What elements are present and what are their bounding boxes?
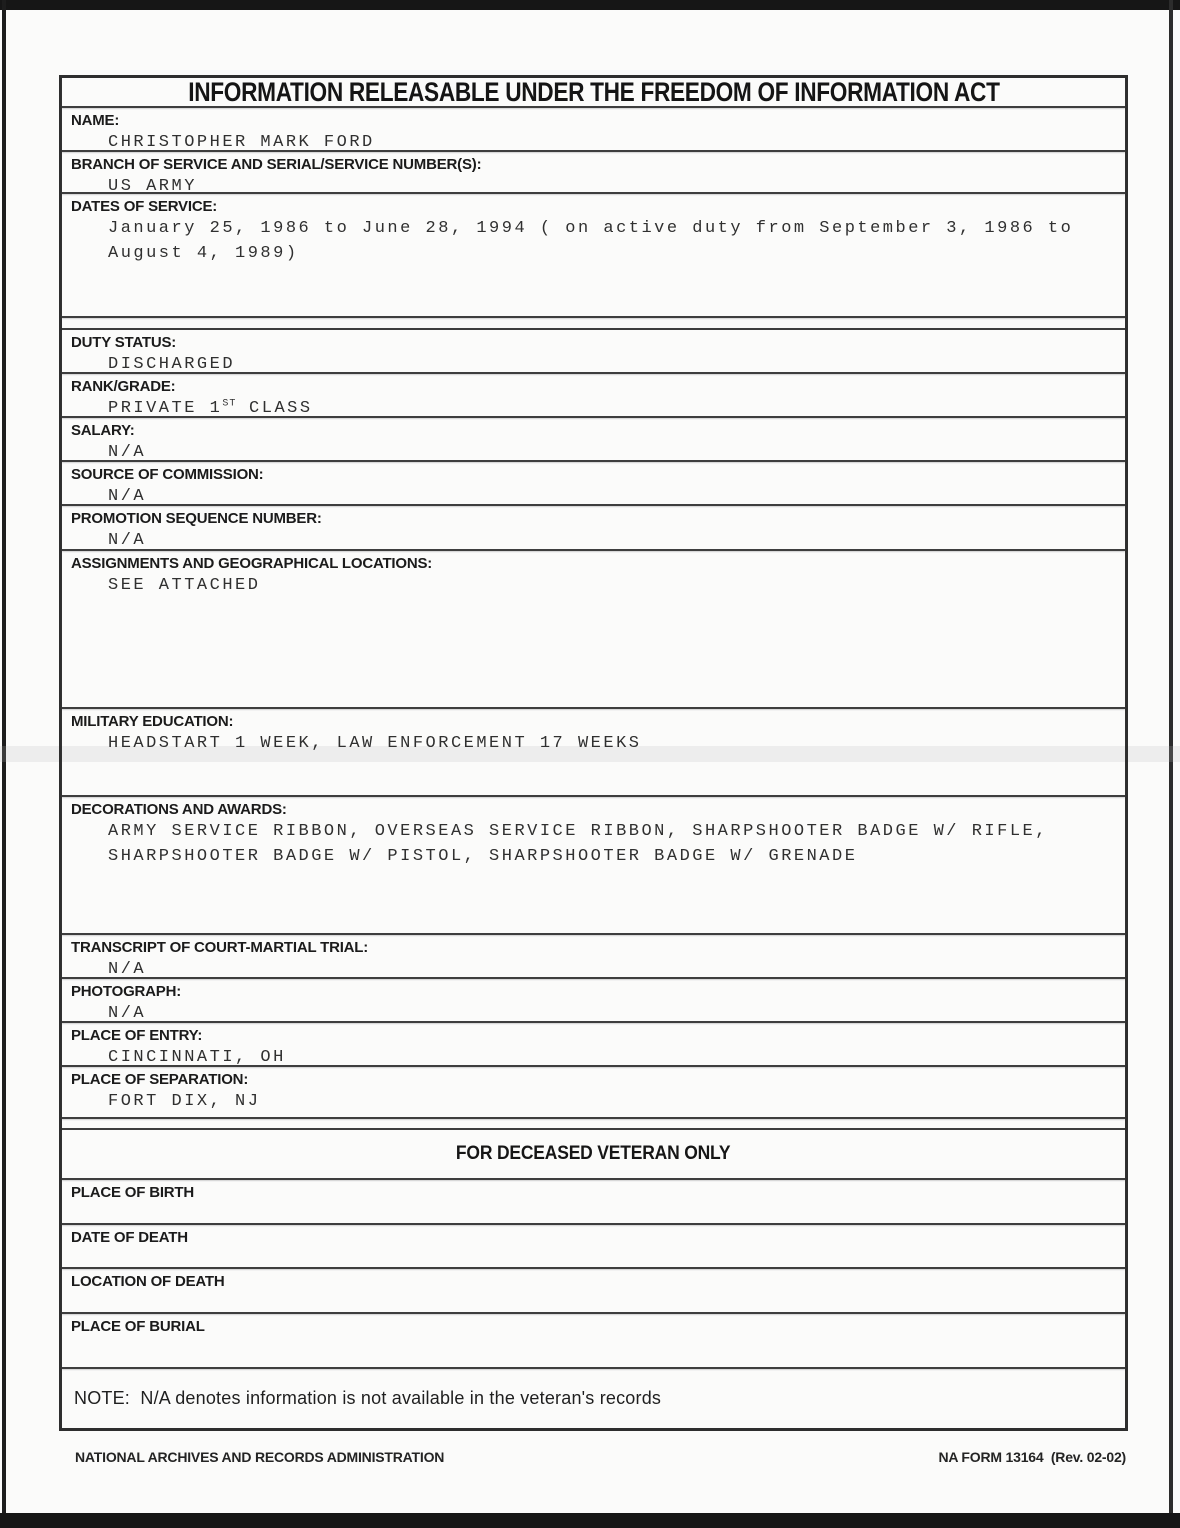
rank-grade-value-post: CLASS xyxy=(236,399,313,418)
form-title-row xyxy=(62,78,1125,108)
photograph-value: N/A xyxy=(108,1004,147,1023)
location-of-death-label: LOCATION OF DEATH xyxy=(71,1273,225,1290)
deceased-section-title: FOR DECEASED VETERAN ONLY xyxy=(456,1143,731,1164)
military-education-label: MILITARY EDUCATION: xyxy=(71,713,234,730)
field-row-place-of-burial xyxy=(62,1314,1125,1369)
field-row-photograph xyxy=(62,979,1125,1023)
duty-status-value: DISCHARGED xyxy=(108,355,236,374)
field-row-decorations xyxy=(62,797,1125,935)
salary-value: N/A xyxy=(108,443,147,462)
place-of-separation-label: PLACE OF SEPARATION: xyxy=(71,1071,249,1088)
decorations-label: DECORATIONS AND AWARDS: xyxy=(71,801,287,818)
duty-status-label: DUTY STATUS: xyxy=(71,334,177,351)
foia-release-form xyxy=(59,75,1128,1431)
place-of-entry-label: PLACE OF ENTRY: xyxy=(71,1027,203,1044)
rank-grade-value-sup: ST xyxy=(222,398,237,410)
rank-grade-label: RANK/GRADE: xyxy=(71,378,176,395)
scan-edge-top xyxy=(0,0,1180,10)
form-title: INFORMATION RELEASABLE UNDER THE FREEDOM OF INFORMATION ACT xyxy=(187,78,1000,107)
field-row-dates-of-service xyxy=(62,194,1125,318)
row-gap-divider xyxy=(62,1119,1125,1130)
military-education-value: HEADSTART 1 WEEK, LAW ENFORCEMENT 17 WEEKS xyxy=(108,734,642,753)
field-row-location-of-death xyxy=(62,1269,1125,1314)
dates-of-service-label: DATES OF SERVICE: xyxy=(71,198,218,215)
assignments-value: SEE ATTACHED xyxy=(108,576,261,595)
name-label: NAME: xyxy=(71,112,120,129)
note-row xyxy=(62,1369,1125,1428)
place-of-burial-label: PLACE OF BURIAL xyxy=(71,1318,205,1335)
salary-label: SALARY: xyxy=(71,422,135,439)
decorations-value: ARMY SERVICE RIBBON, OVERSEAS SERVICE RIBBON, SHARPSHOOTER BADGE W/ RIFLE, SHARPSHOOTER BADGE W/ PISTOL, SHARPSHOOTER BADGE W/ GRENADE xyxy=(108,822,1048,866)
place-of-separation-value: FORT DIX, NJ xyxy=(108,1092,261,1111)
name-value: CHRISTOPHER MARK FORD xyxy=(108,133,375,152)
note-text: NOTE: N/A denotes information is not available in the veteran's records xyxy=(74,1388,662,1408)
field-row-court-martial xyxy=(62,935,1125,979)
location-of-death-value xyxy=(62,1290,1125,1291)
footer-form-number: NA FORM 13164 (Rev. 02-02) xyxy=(938,1449,1126,1465)
place-of-birth-value xyxy=(62,1201,1125,1202)
field-row-branch xyxy=(62,152,1125,194)
field-row-source-of-commission xyxy=(62,462,1125,506)
field-row-place-of-separation xyxy=(62,1067,1125,1119)
scan-edge-left xyxy=(2,0,6,1528)
place-of-birth-label: PLACE OF BIRTH xyxy=(71,1184,195,1201)
date-of-death-label: DATE OF DEATH xyxy=(71,1229,188,1246)
branch-label: BRANCH OF SERVICE AND SERIAL/SERVICE NUMBER(S): xyxy=(71,156,482,173)
field-row-place-of-birth xyxy=(62,1180,1125,1225)
field-row-date-of-death xyxy=(62,1225,1125,1269)
rank-grade-value-pre: PRIVATE 1 xyxy=(108,399,223,418)
date-of-death-value xyxy=(62,1246,1125,1247)
assignments-label: ASSIGNMENTS AND GEOGRAPHICAL LOCATIONS: xyxy=(71,555,433,572)
field-row-military-education xyxy=(62,709,1125,797)
field-row-place-of-entry xyxy=(62,1023,1125,1067)
photograph-label: PHOTOGRAPH: xyxy=(71,983,182,1000)
place-of-entry-value: CINCINNATI, OH xyxy=(108,1048,286,1067)
deceased-section-header-row xyxy=(62,1130,1125,1180)
field-row-promotion-sequence xyxy=(62,506,1125,551)
dates-of-service-value: January 25, 1986 to June 28, 1994 ( on active duty from September 3, 1986 to August 4, 1989) xyxy=(108,219,1074,263)
field-row-duty-status xyxy=(62,330,1125,374)
field-row-rank-grade xyxy=(62,374,1125,418)
place-of-burial-value xyxy=(62,1335,1125,1336)
branch-value: US ARMY xyxy=(108,177,197,196)
row-gap-divider xyxy=(62,318,1125,330)
footer-agency-name: NATIONAL ARCHIVES AND RECORDS ADMINISTRATION xyxy=(75,1449,445,1465)
field-row-salary xyxy=(62,418,1125,462)
field-row-assignments xyxy=(62,551,1125,709)
promotion-sequence-label: PROMOTION SEQUENCE NUMBER: xyxy=(71,510,322,527)
source-of-commission-value: N/A xyxy=(108,487,147,506)
scan-edge-right xyxy=(1169,0,1173,1528)
field-row-name xyxy=(62,108,1125,152)
form-footer xyxy=(62,1449,1126,1465)
source-of-commission-label: SOURCE OF COMMISSION: xyxy=(71,466,264,483)
court-martial-value: N/A xyxy=(108,960,147,979)
promotion-sequence-value: N/A xyxy=(108,531,147,550)
scan-edge-bottom xyxy=(0,1513,1180,1528)
court-martial-label: TRANSCRIPT OF COURT-MARTIAL TRIAL: xyxy=(71,939,369,956)
